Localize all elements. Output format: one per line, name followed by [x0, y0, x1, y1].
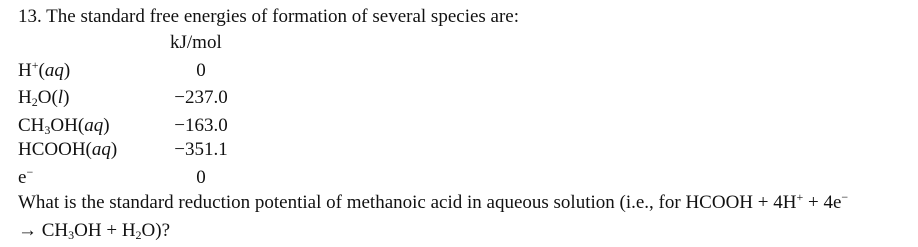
value-methanol: −163.0: [174, 115, 228, 136]
species-electron: e−: [18, 165, 34, 188]
species-methanol: $CH_3OH(aq)$: [18, 115, 110, 137]
value-h-plus: 0: [196, 60, 206, 81]
value-water: −237.0: [174, 87, 228, 108]
question-line-2: → $CH_3OH + H_2O$)?: [18, 220, 171, 242]
problem-statement: The standard free energies of formation of several species are:: [46, 6, 520, 27]
species-formic-acid: HCOOH(aq): [18, 139, 118, 160]
species-h-plus: H+(aq): [18, 58, 71, 81]
value-formic-acid: −351.1: [174, 139, 228, 160]
problem-number: 13.: [18, 6, 42, 27]
problem-header: [18, 6, 519, 28]
value-electron: 0: [196, 167, 206, 188]
unit-header: kJ/mol: [170, 32, 222, 53]
question-line-1: What is the standard reduction potential of methanoic acid in aqueous solution (i.e., for HCOOH + 4H+ + 4e−: [18, 190, 849, 213]
species-water: $H_2O(l)$: [18, 87, 70, 109]
